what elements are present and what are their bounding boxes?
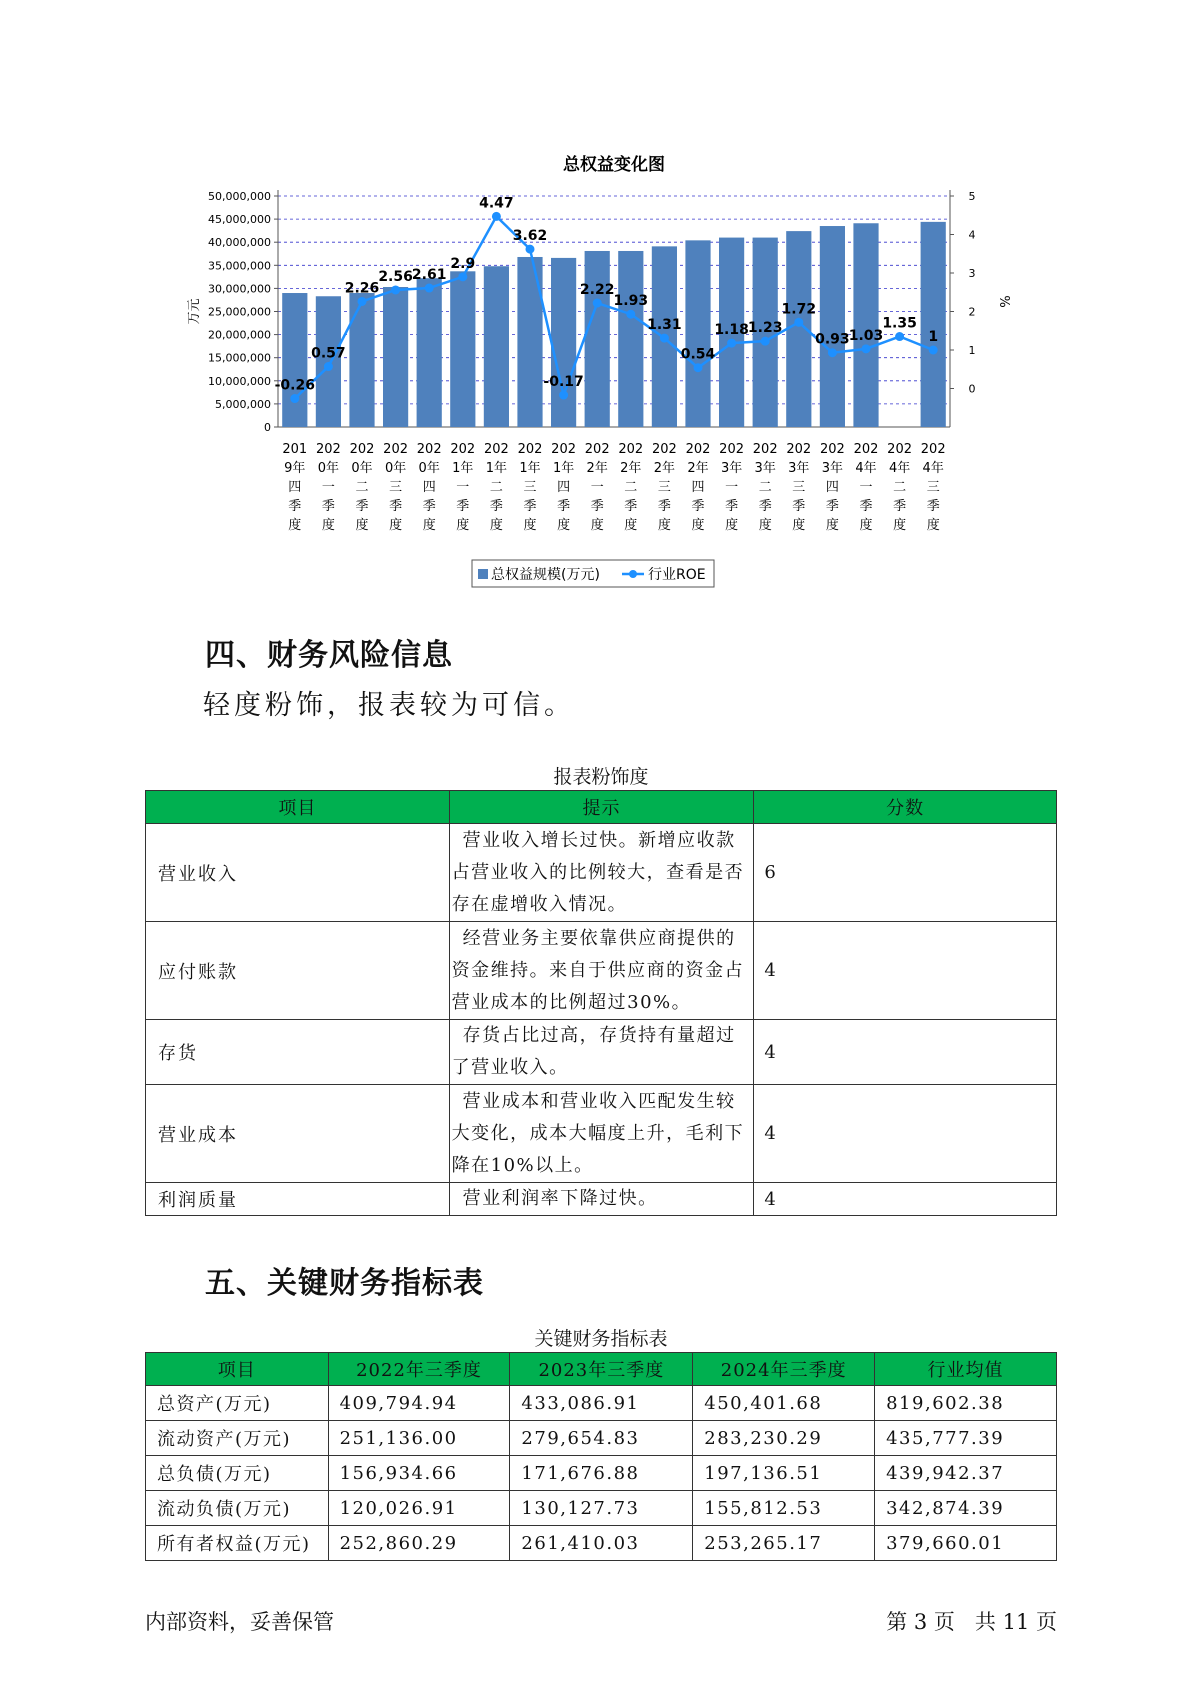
roe-data-label: 3.62	[512, 228, 548, 245]
x-axis-tick-label: 1年	[452, 461, 474, 476]
x-axis-tick-label: 202	[920, 442, 946, 457]
roe-data-label: 2.9	[450, 255, 476, 272]
risk-item: 营业收入	[146, 824, 450, 922]
section5-heading: 五、关键财务指标表	[205, 1266, 484, 1301]
x-axis-tick-label: 202	[819, 442, 845, 457]
table-row	[146, 1456, 1057, 1491]
x-axis-tick-label: 1年	[519, 461, 541, 476]
bar	[450, 271, 475, 427]
x-axis-tick-label: 季	[624, 499, 638, 514]
risk-item: 应付账款	[146, 922, 450, 1020]
roe-point	[526, 245, 535, 254]
x-axis-tick-label: 二	[893, 480, 907, 495]
bar	[853, 223, 878, 427]
x-axis-tick-label: 三	[926, 480, 940, 495]
x-axis-tick-label: 度	[926, 518, 940, 533]
x-axis-tick-label: 度	[624, 518, 638, 533]
x-axis-tick-label: 度	[825, 518, 839, 533]
bar	[417, 278, 442, 427]
roe-point	[391, 285, 400, 294]
risk-hint: 营业利润率下降过快。	[462, 1188, 658, 1209]
kpi-table-header	[146, 1353, 1057, 1386]
kpi-value: 156,934.66	[328, 1456, 510, 1491]
left-axis-tick-label: 10,000,000	[208, 374, 271, 388]
table-row	[146, 1020, 1057, 1085]
x-axis-tick-label: 一	[725, 480, 739, 495]
x-axis-tick-label: 度	[355, 518, 369, 533]
x-axis-tick-label: 季	[590, 499, 604, 514]
risk-hint: 营业成本和营业收入匹配发生较大变化，成本大幅度上升，毛利下降在10%以上。	[451, 1090, 745, 1176]
legend-bar-swatch	[478, 569, 488, 579]
kpi-value: 130,127.73	[510, 1491, 693, 1526]
risk-item: 存货	[146, 1020, 450, 1085]
risk-item: 利润质量	[146, 1183, 450, 1216]
x-axis-tick-label: 0年	[351, 461, 373, 476]
roe-data-label: 2.56	[378, 268, 413, 285]
risk-hint: 营业收入增长过快。新增应收款占营业收入的比例较大，查看是否存在虚增收入情况。	[451, 829, 745, 915]
risk-table	[145, 790, 1057, 1216]
roe-point	[358, 297, 367, 306]
risk-table-caption: 报表粉饰度	[553, 766, 649, 788]
kpi-value: 435,777.39	[875, 1421, 1057, 1456]
x-axis-tick-label: 202	[551, 442, 577, 457]
x-axis-tick-label: 一	[859, 480, 873, 495]
kpi-value: 342,874.39	[875, 1491, 1057, 1526]
left-axis-tick-label: 0	[264, 421, 271, 434]
x-axis-tick-label: 1年	[552, 461, 575, 476]
kpi-header-2022q3: 2022年三季度	[328, 1353, 510, 1386]
x-axis-tick-label: 度	[859, 518, 873, 533]
kpi-item: 总资产(万元)	[146, 1386, 329, 1421]
left-axis-tick-label: 20,000,000	[208, 328, 271, 342]
x-axis-tick-label: 一	[590, 480, 604, 495]
left-axis-tick-label: 40,000,000	[208, 236, 271, 250]
footer-confidential: 内部资料，妥善保管	[145, 1610, 334, 1634]
bar	[685, 240, 710, 427]
risk-table-header	[146, 791, 1057, 824]
x-axis-tick-label: 度	[557, 518, 571, 533]
x-axis-tick-label: 度	[590, 518, 604, 533]
roe-point	[290, 394, 299, 403]
kpi-value: 433,086.91	[510, 1386, 693, 1421]
kpi-value: 450,401.68	[693, 1386, 875, 1421]
x-axis-tick-label: 0年	[384, 461, 407, 476]
kpi-header-industry-avg: 行业均值	[875, 1353, 1057, 1386]
section4-heading: 四、财务风险信息	[205, 638, 453, 673]
x-axis-tick-label: 季	[657, 499, 671, 514]
x-axis-tick-label: 四	[691, 480, 705, 495]
roe-data-label: 4.47	[479, 195, 514, 212]
x-axis-tick-label: 201	[282, 442, 308, 457]
bar	[282, 293, 307, 427]
bar	[585, 251, 610, 427]
bar	[921, 222, 946, 427]
x-axis-tick-label: 0年	[418, 461, 440, 476]
table-row	[146, 1526, 1057, 1561]
x-axis-tick-label: 三	[657, 480, 671, 495]
table-row	[146, 922, 1057, 1020]
x-axis-tick-label: 3年	[754, 461, 776, 476]
kpi-table-caption: 关键财务指标表	[534, 1328, 668, 1350]
kpi-item: 流动资产(万元)	[146, 1421, 329, 1456]
kpi-value: 409,794.94	[328, 1386, 510, 1421]
x-axis-tick-label: 季	[691, 499, 705, 514]
roe-point	[458, 272, 467, 281]
x-axis-tick-label: 二	[355, 480, 369, 495]
kpi-header-item: 项目	[146, 1353, 329, 1386]
right-axis-tick-label: 1	[968, 344, 976, 357]
x-axis-tick-label: 度	[456, 518, 470, 533]
risk-item: 营业成本	[146, 1085, 450, 1183]
x-axis-tick-label: 季	[321, 499, 335, 514]
x-axis-tick-label: 四	[557, 480, 571, 495]
chart-title: 总权益变化图	[563, 155, 665, 175]
roe-data-label: 1.23	[747, 320, 783, 337]
table-row	[146, 1421, 1057, 1456]
roe-point	[593, 299, 602, 308]
table-row	[146, 1183, 1057, 1216]
kpi-value: 261,410.03	[510, 1526, 693, 1561]
x-axis-tick-label: 202	[786, 442, 812, 457]
x-axis-tick-label: 季	[926, 499, 940, 514]
risk-score: 4	[754, 922, 1057, 1020]
left-axis-tick-label: 30,000,000	[208, 282, 271, 296]
roe-data-label: 2.61	[411, 267, 447, 284]
x-axis-tick-label: 季	[456, 499, 470, 514]
risk-header-score: 分数	[754, 791, 1057, 824]
roe-data-label: 2.22	[579, 282, 615, 299]
x-axis-tick-label: 三	[792, 480, 806, 495]
x-axis-tick-label: 202	[887, 442, 913, 457]
risk-hint: 经营业务主要依靠供应商提供的资金维持。来自于供应商的资金占营业成本的比例超过30%。	[451, 927, 745, 1013]
x-axis-tick-label: 度	[389, 518, 403, 533]
x-axis-tick-label: 季	[489, 499, 503, 514]
x-axis-tick-label: 202	[483, 442, 509, 457]
kpi-header-2023q3: 2023年三季度	[510, 1353, 693, 1386]
bar	[820, 226, 845, 427]
kpi-item: 总负债(万元)	[146, 1456, 329, 1491]
x-axis-tick-label: 0年	[317, 461, 340, 476]
x-axis-tick-label: 三	[523, 480, 537, 495]
x-axis-tick-label: 202	[450, 442, 476, 457]
x-axis-tick-label: 2年	[586, 461, 608, 476]
right-axis-tick-label: 3	[968, 267, 976, 280]
x-axis-tick-label: 季	[523, 499, 537, 514]
left-axis-tick-label: 15,000,000	[208, 351, 271, 365]
roe-data-label: 1.18	[714, 322, 749, 339]
x-axis-tick-label: 季	[893, 499, 907, 514]
x-axis-tick-label: 202	[315, 442, 341, 457]
roe-point	[660, 334, 669, 343]
risk-hint: 存货占比过高，存货持有量超过了营业收入。	[451, 1025, 736, 1078]
x-axis-tick-label: 2年	[620, 461, 642, 476]
x-axis-tick-label: 度	[893, 518, 907, 533]
risk-score: 4	[754, 1085, 1057, 1183]
kpi-item: 流动负债(万元)	[146, 1491, 329, 1526]
roe-point	[727, 339, 736, 348]
kpi-value: 120,026.91	[328, 1491, 510, 1526]
x-axis-tick-label: 季	[557, 499, 571, 514]
roe-point	[425, 284, 434, 293]
section4-summary: 轻度粉饰，报表较为可信。	[203, 690, 575, 721]
x-axis-tick-label: 度	[422, 518, 436, 533]
roe-data-label: 2.26	[344, 280, 380, 297]
x-axis-tick-label: 度	[657, 518, 671, 533]
legend-line-marker	[629, 570, 637, 578]
roe-data-label: -0.26	[274, 377, 315, 394]
bar	[316, 296, 341, 427]
x-axis-tick-label: 202	[618, 442, 644, 457]
x-axis-tick-label: 度	[523, 518, 537, 533]
roe-data-label: 0.93	[815, 331, 850, 348]
kpi-value: 439,942.37	[875, 1456, 1057, 1491]
x-axis-tick-label: 202	[349, 442, 375, 457]
x-axis-tick-label: 度	[288, 518, 302, 533]
roe-data-label: 1.72	[781, 301, 817, 318]
x-axis-tick-label: 季	[825, 499, 839, 514]
kpi-value: 171,676.88	[510, 1456, 693, 1491]
roe-data-label: 1	[928, 329, 939, 345]
x-axis-tick-label: 202	[685, 442, 711, 457]
x-axis-tick-label: 3年	[788, 461, 810, 476]
x-axis-tick-label: 季	[859, 499, 873, 514]
right-axis-tick-label: 4	[968, 228, 976, 242]
x-axis-tick-label: 季	[422, 499, 436, 514]
x-axis-tick-label: 度	[321, 518, 335, 533]
roe-point	[794, 318, 803, 327]
x-axis-tick-label: 1年	[485, 461, 508, 476]
kpi-value: 819,602.38	[875, 1386, 1057, 1421]
kpi-value: 283,230.29	[693, 1421, 875, 1456]
kpi-item: 所有者权益(万元)	[146, 1526, 329, 1561]
x-axis-tick-label: 202	[416, 442, 442, 457]
x-axis-tick-label: 202	[383, 442, 409, 457]
x-axis-tick-label: 度	[725, 518, 739, 533]
kpi-value: 253,265.17	[693, 1526, 875, 1561]
x-axis-tick-label: 202	[752, 442, 778, 457]
x-axis-tick-label: 9年	[284, 461, 306, 476]
roe-data-label: 1.31	[647, 317, 682, 334]
right-axis-title: %	[996, 295, 1011, 308]
x-axis-tick-label: 三	[389, 480, 403, 495]
kpi-value: 379,660.01	[875, 1526, 1057, 1561]
roe-point	[895, 332, 904, 341]
bar	[349, 293, 374, 427]
roe-data-label: 0.57	[311, 345, 346, 362]
equity-change-chart	[180, 140, 1020, 600]
table-row	[146, 1491, 1057, 1526]
bar	[551, 258, 576, 427]
roe-point	[862, 344, 871, 353]
left-axis-tick-label: 35,000,000	[208, 259, 271, 273]
x-axis-tick-label: 四	[825, 480, 839, 495]
roe-point	[761, 337, 770, 346]
x-axis-tick-label: 2年	[653, 461, 676, 476]
x-axis-tick-label: 四	[288, 480, 302, 495]
x-axis-tick-label: 一	[456, 480, 470, 495]
x-axis-tick-label: 度	[792, 518, 806, 533]
roe-point	[559, 391, 568, 400]
right-axis-tick-label: 5	[968, 190, 976, 203]
kpi-value: 197,136.51	[693, 1456, 875, 1491]
roe-data-label: 1.35	[882, 315, 917, 332]
roe-data-label: 1.03	[848, 327, 884, 344]
kpi-value: 251,136.00	[328, 1421, 510, 1456]
x-axis-tick-label: 202	[853, 442, 879, 457]
x-axis-tick-label: 4年	[922, 461, 944, 476]
x-axis-tick-label: 季	[288, 499, 302, 514]
kpi-table	[145, 1352, 1057, 1561]
kpi-header-2024q3: 2024年三季度	[693, 1353, 875, 1386]
x-axis-tick-label: 二	[489, 480, 503, 495]
left-axis-tick-label: 45,000,000	[208, 213, 271, 227]
x-axis-tick-label: 4年	[888, 461, 911, 476]
x-axis-tick-label: 度	[691, 518, 705, 533]
x-axis-tick-label: 度	[489, 518, 503, 533]
roe-data-label: 1.93	[613, 293, 649, 310]
risk-header-item: 项目	[146, 791, 450, 824]
roe-point	[492, 212, 501, 221]
x-axis-tick-label: 二	[758, 480, 772, 495]
x-axis-tick-label: 202	[517, 442, 543, 457]
x-axis-tick-label: 季	[725, 499, 739, 514]
roe-point	[626, 310, 635, 319]
roe-point	[828, 348, 837, 357]
risk-score: 4	[754, 1020, 1057, 1085]
x-axis-tick-label: 202	[584, 442, 610, 457]
legend-bar-label: 总权益规模(万元)	[491, 567, 600, 583]
x-axis-tick-label: 四	[422, 480, 436, 495]
risk-score: 6	[754, 824, 1057, 922]
x-axis-tick-label: 二	[624, 480, 638, 495]
roe-point	[694, 363, 703, 372]
x-axis-tick-label: 2年	[687, 461, 709, 476]
footer-page-number: 第 3 页 共 11 页	[886, 1610, 1057, 1634]
roe-data-label: -0.17	[543, 374, 584, 391]
kpi-value: 155,812.53	[693, 1491, 875, 1526]
left-axis-tick-label: 5,000,000	[215, 397, 271, 411]
right-axis-tick-label: 2	[968, 305, 976, 319]
x-axis-tick-label: 一	[321, 480, 335, 495]
kpi-value: 279,654.83	[510, 1421, 693, 1456]
left-axis-title: 万元	[187, 298, 202, 325]
roe-point	[929, 346, 938, 355]
left-axis-tick-label: 25,000,000	[208, 305, 271, 319]
bar	[484, 266, 509, 427]
right-axis-tick-label: 0	[968, 382, 976, 396]
roe-point	[324, 362, 333, 371]
risk-header-hint: 提示	[449, 791, 754, 824]
x-axis-tick-label: 3年	[821, 461, 844, 476]
kpi-value: 252,860.29	[328, 1526, 510, 1561]
x-axis-tick-label: 202	[719, 442, 745, 457]
x-axis-tick-label: 3年	[720, 461, 743, 476]
x-axis-tick-label: 202	[651, 442, 677, 457]
table-row	[146, 1386, 1057, 1421]
x-axis-tick-label: 季	[389, 499, 403, 514]
x-axis-tick-label: 季	[792, 499, 806, 514]
x-axis-tick-label: 季	[758, 499, 772, 514]
x-axis-tick-label: 度	[758, 518, 772, 533]
table-row	[146, 824, 1057, 922]
table-row	[146, 1085, 1057, 1183]
legend-line-label: 行业ROE	[648, 567, 706, 583]
bar	[383, 287, 408, 427]
x-axis-tick-label: 4年	[855, 461, 877, 476]
left-axis-tick-label: 50,000,000	[208, 190, 271, 203]
roe-data-label: 0.54	[680, 346, 716, 363]
bar	[618, 251, 643, 427]
risk-score: 4	[754, 1183, 1057, 1216]
x-axis-tick-label: 季	[355, 499, 369, 514]
